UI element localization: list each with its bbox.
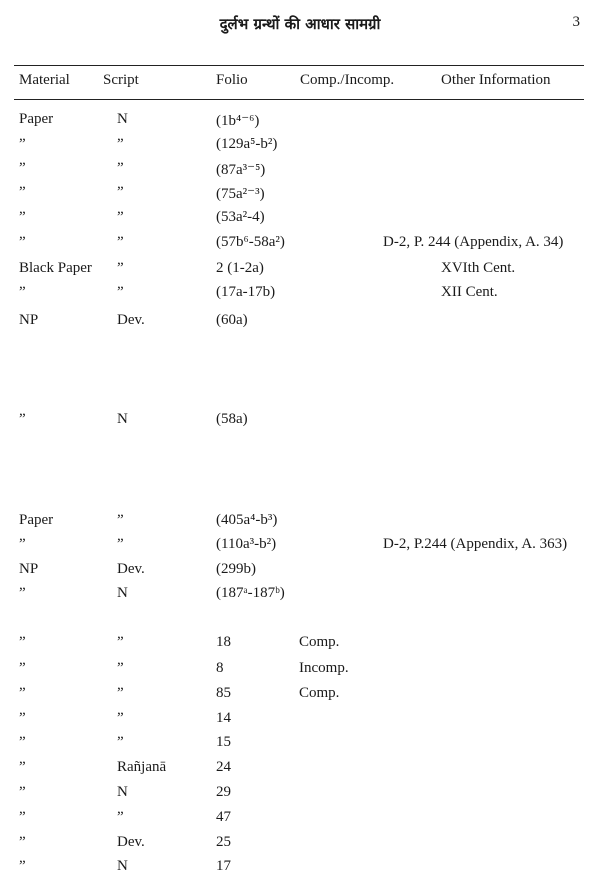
cell-script: N xyxy=(117,585,128,601)
cell-material: ” xyxy=(19,685,26,701)
cell-folio: 18 xyxy=(216,634,231,650)
cell-material: ” xyxy=(19,234,26,250)
cell-material: ” xyxy=(19,734,26,750)
page-title: दुर्लभ ग्रन्थों की आधार सामग्री xyxy=(219,15,381,33)
cell-material: ” xyxy=(19,536,26,552)
cell-folio: (53a²-4) xyxy=(216,209,265,225)
cell-folio: 24 xyxy=(216,759,231,775)
column-header-folio: Folio xyxy=(216,72,248,88)
cell-material: ” xyxy=(19,585,26,601)
table-row xyxy=(0,759,600,781)
cell-script: Dev. xyxy=(117,561,145,577)
cell-script: ” xyxy=(117,660,124,676)
cell-material: ” xyxy=(19,784,26,800)
cell-material: NP xyxy=(19,561,39,577)
cell-script: ” xyxy=(117,634,124,650)
cell-comp: Comp. xyxy=(299,685,340,701)
cell-script: Dev. xyxy=(117,834,145,850)
table-row xyxy=(0,685,600,707)
cell-folio: (129a⁵-b²) xyxy=(216,136,278,152)
cell-info: XVIth Cent. xyxy=(441,260,516,276)
cell-material: ” xyxy=(19,834,26,850)
cell-folio: 14 xyxy=(216,710,231,726)
cell-script: ” xyxy=(117,734,124,750)
cell-script: ” xyxy=(117,234,124,250)
cell-script: N xyxy=(117,858,128,874)
cell-script: N xyxy=(117,411,128,427)
table-row xyxy=(0,585,600,607)
cell-folio: 25 xyxy=(216,834,231,850)
cell-material: ” xyxy=(19,660,26,676)
cell-material: ” xyxy=(19,858,26,874)
cell-material: ” xyxy=(19,411,26,427)
column-header-info: Other Information xyxy=(441,72,551,88)
cell-script: Rañjanā xyxy=(117,759,167,775)
cell-script: ” xyxy=(117,512,124,528)
cell-folio: 85 xyxy=(216,685,231,701)
cell-script: ” xyxy=(117,809,124,825)
cell-folio: 15 xyxy=(216,734,231,750)
cell-folio: (1b⁴⁻⁶) xyxy=(216,113,260,129)
cell-folio: (187ᵃ-187ᵇ) xyxy=(216,585,285,601)
cell-script: ” xyxy=(117,536,124,552)
cell-folio: (58a) xyxy=(216,411,248,427)
table-row xyxy=(0,809,600,831)
table-top-rule xyxy=(14,65,584,66)
table-row xyxy=(0,634,600,656)
cell-folio: (60a) xyxy=(216,312,248,328)
cell-script: ” xyxy=(117,284,124,300)
cell-folio: 8 xyxy=(216,660,224,676)
cell-material: ” xyxy=(19,710,26,726)
table-row xyxy=(0,561,600,583)
cell-material: ” xyxy=(19,759,26,775)
page-header xyxy=(0,14,600,38)
cell-script: ” xyxy=(117,710,124,726)
table-row xyxy=(0,411,600,433)
cell-material: ” xyxy=(19,184,26,200)
cell-material: ” xyxy=(19,160,26,176)
cell-folio: (299b) xyxy=(216,561,256,577)
cell-material: Black Paper xyxy=(19,260,92,276)
table-row xyxy=(0,234,600,256)
cell-script: ” xyxy=(117,184,124,200)
cell-folio: (87a³⁻⁵) xyxy=(216,162,266,178)
column-header-comp: Comp./Incomp. xyxy=(300,72,395,88)
cell-comp: Incomp. xyxy=(299,660,349,676)
cell-folio: (110a³-b²) xyxy=(216,536,277,552)
cell-folio: 47 xyxy=(216,809,231,825)
cell-info: D-2, P.244 (Appendix, A. 363) xyxy=(383,536,568,552)
table-row xyxy=(0,734,600,756)
table-row xyxy=(0,784,600,806)
cell-folio: (75a²⁻³) xyxy=(216,186,265,202)
cell-folio: 2 (1-2a) xyxy=(216,260,264,276)
cell-script: ” xyxy=(117,260,124,276)
page-number: 3 xyxy=(572,14,580,30)
cell-folio: (405a⁴-b³) xyxy=(216,512,278,528)
cell-folio: 29 xyxy=(216,784,231,800)
table-row xyxy=(0,834,600,856)
cell-script: ” xyxy=(117,209,124,225)
cell-material: ” xyxy=(19,209,26,225)
table-row xyxy=(0,284,600,306)
cell-script: Dev. xyxy=(117,312,145,328)
table-row xyxy=(0,710,600,732)
cell-material: NP xyxy=(19,312,39,328)
cell-material: ” xyxy=(19,634,26,650)
cell-script: ” xyxy=(117,160,124,176)
cell-script: N xyxy=(117,784,128,800)
cell-info: D-2, P. 244 (Appendix, A. 34) xyxy=(383,234,564,250)
cell-material: ” xyxy=(19,136,26,152)
table-row xyxy=(0,111,600,133)
table-row xyxy=(0,260,600,282)
table-row xyxy=(0,160,600,182)
cell-script: N xyxy=(117,111,128,127)
table-row xyxy=(0,184,600,206)
table-row xyxy=(0,660,600,682)
cell-folio: (17a-17b) xyxy=(216,284,276,300)
column-header-material: Material xyxy=(19,72,70,88)
cell-folio: 17 xyxy=(216,858,231,874)
column-header-script: Script xyxy=(103,72,139,88)
table-row xyxy=(0,312,600,334)
cell-script: ” xyxy=(117,136,124,152)
cell-material: ” xyxy=(19,284,26,300)
table-row xyxy=(0,512,600,534)
cell-folio: (57b⁶-58a²) xyxy=(216,234,285,250)
cell-material: Paper xyxy=(19,111,54,127)
cell-script: ” xyxy=(117,685,124,701)
table-header-rule xyxy=(14,99,584,100)
table-row xyxy=(0,536,600,558)
cell-material: ” xyxy=(19,809,26,825)
table-row xyxy=(0,858,600,880)
cell-info: XII Cent. xyxy=(441,284,498,300)
cell-comp: Comp. xyxy=(299,634,340,650)
cell-material: Paper xyxy=(19,512,54,528)
table-row xyxy=(0,136,600,158)
table-row xyxy=(0,209,600,231)
